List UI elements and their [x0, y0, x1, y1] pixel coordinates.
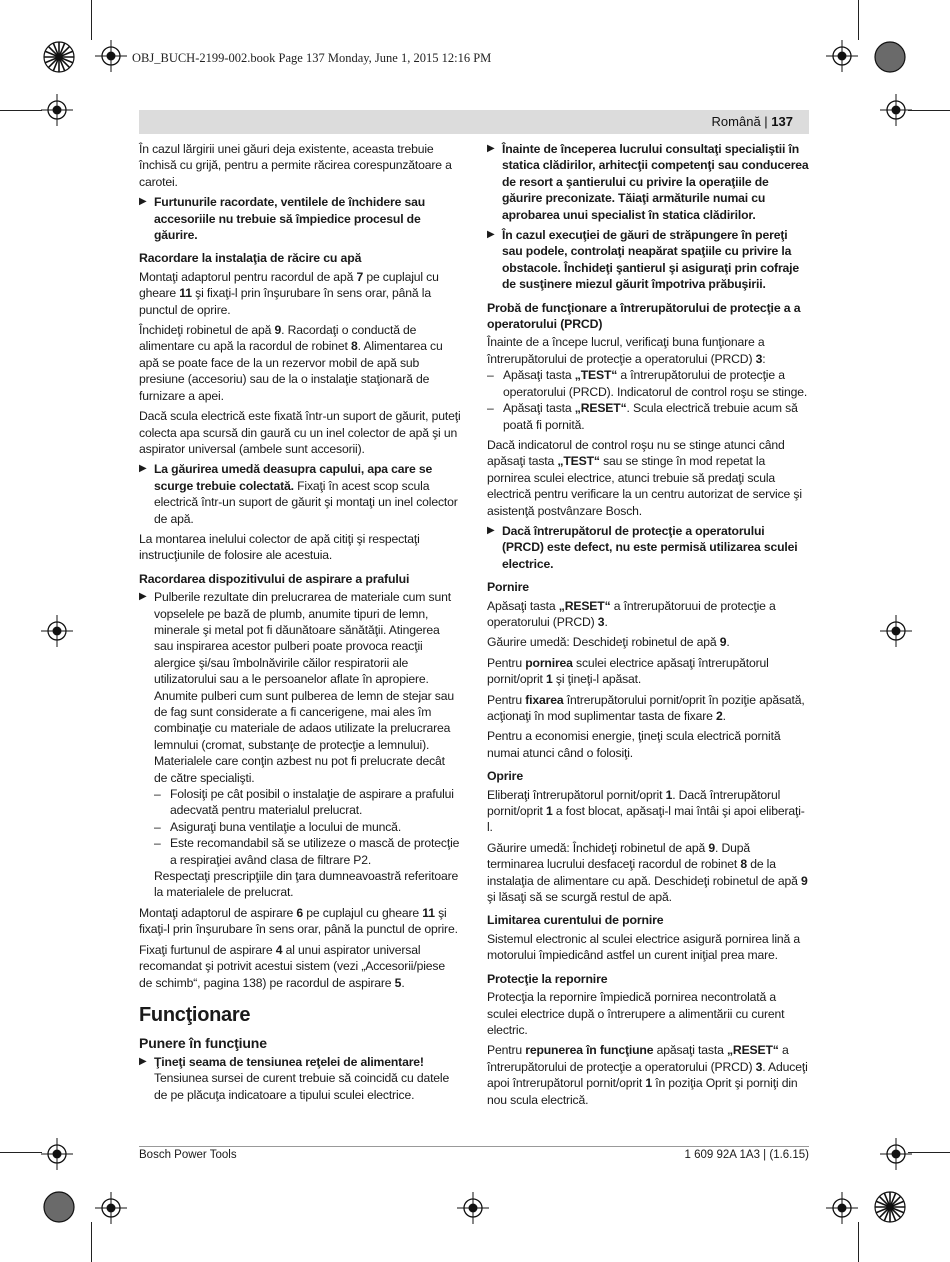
ref-number: 8 [351, 339, 358, 354]
text-run: . [722, 709, 726, 723]
text-run: . Alimentarea cu apă se poate face de la un rezervor mobil de apă sub presiune (accesoriu) sau de la o instalaţie staţionară de furnizare a apei. [139, 339, 443, 403]
paragraph: Protecţia la repornire împiedică pornirea necontrolată a sculei electrice după o întrerupere a alimentării cu curent electric. [487, 990, 785, 1037]
text-run: Eliberaţi întrerupătorul pornit/oprit [487, 787, 666, 802]
print-slug-line: OBJ_BUCH-2199-002.book Page 137 Monday, June 1, 2015 12:16 PM [132, 51, 492, 65]
key-label: „RESET“ [558, 598, 611, 613]
paragraph [487, 840, 809, 906]
text-run: întrerupătorului pornit/oprit în poziţie apăsată, acţionaţi în mod suplimentar tasta de fixare [487, 692, 805, 723]
text-run: Găurire umedă: Deschideţi robinetul de apă [487, 635, 720, 650]
section-heading: Pornire [487, 580, 530, 595]
registration-mark-icon [95, 40, 127, 72]
text-run: Pentru [487, 655, 526, 670]
paragraph: În cazul lărgirii unei găuri deja existente, aceasta trebuie închisă cu grijă, pentru a permite răcirea corespunzătoare a carotei. [139, 142, 452, 189]
bold-term: pornirea [525, 655, 573, 670]
footer-rule [139, 1146, 809, 1147]
registration-mark-icon [41, 615, 73, 647]
registration-mark-icon [41, 94, 73, 126]
right-column [487, 141, 809, 1112]
text-run: şi ţineţi-l apăsat. [552, 672, 642, 687]
ref-number: 9 [274, 323, 282, 338]
subsection-heading: Punere în funcţiune [139, 1035, 267, 1052]
dash-item [154, 835, 461, 868]
ref-number: 9 [708, 840, 715, 855]
ref-number: 6 [296, 905, 304, 920]
section-heading: Protecţie la repornire [487, 971, 608, 986]
dash-item [487, 400, 809, 433]
footer-doc-number: 1 609 92A 1A3 | (1.6.15) [684, 1149, 809, 1161]
text-run: apăsaţi tasta [653, 1043, 727, 1058]
paragraph [487, 437, 809, 519]
page-header [712, 114, 793, 129]
key-label: „TEST“ [557, 454, 600, 469]
dash-text: Asiguraţi buna ventilaţie a locului de muncă. [170, 819, 402, 834]
warning-bullet [139, 194, 461, 243]
text-run: Apăsaţi tasta [487, 598, 559, 613]
text-run: . [604, 614, 608, 629]
ref-number: 9 [801, 873, 808, 888]
text-run: Închideţi robinetul de apă [139, 323, 275, 338]
warning-bullet [487, 227, 809, 293]
registration-mark-icon [41, 1138, 73, 1170]
text-run: şi fixaţi-l prin înşurubare în sens orar, până la punctul de oprire. [139, 905, 458, 937]
text-run: . După terminarea lucrului desfaceţi racordul de robinet [487, 840, 750, 872]
paragraph [139, 942, 461, 991]
ref-number: 3 [755, 351, 763, 366]
text-run: . Racordaţi o conductă de alimentare cu apă la racordul de robinet [139, 323, 417, 354]
text-run: Pentru [487, 692, 526, 707]
dash-marker: – [154, 836, 161, 851]
ref-number: 3 [755, 1059, 763, 1074]
paragraph [487, 692, 809, 725]
triangle-bullet-icon: ▶ [487, 524, 495, 536]
triangle-bullet-icon: ▶ [487, 229, 495, 241]
text-run: Montaţi adaptorul pentru racordul de apă [139, 269, 357, 284]
ref-number: 3 [597, 614, 605, 629]
registration-mark-icon [826, 40, 858, 72]
ref-number: 11 [422, 905, 435, 920]
ref-number: 1 [645, 1076, 652, 1091]
text-run: . Dacă întrerupătorul pornit/oprit [487, 787, 781, 819]
text-run: Găurire umedă: Închideţi robinetul de apă [487, 840, 709, 855]
section-heading: Racordare la instalaţia de răcire cu apă [139, 251, 362, 266]
paragraph: Respectaţi prescripţiile din ţara dumneavoastră referitoare la materialele de prelucrat. [154, 869, 459, 900]
color-star-target-icon [873, 40, 907, 74]
triangle-bullet-icon: ▶ [487, 143, 495, 154]
ref-number: 1 [546, 804, 553, 819]
registration-mark-icon [880, 615, 912, 647]
text-run: Pentru [487, 1043, 526, 1058]
paragraph [487, 334, 809, 367]
bullet-bold-text: La găurirea umedă deasupra capului, apa care se scurge trebuie colectată. [154, 462, 433, 493]
triangle-bullet-icon: ▶ [139, 591, 147, 603]
text-run: a întrerupătorului de protecţie a operatorului (PRCD) [487, 1043, 789, 1074]
dash-marker: – [487, 368, 494, 383]
paragraph [487, 1042, 809, 1108]
bullet-text: Înainte de începerea lucrului consultaţi specialiştii în statica clădirilor, arhitecţii competenţi sau conducerea de resort a şantierului cu privire la operaţiile de găurire preconizate. Tăiaţi armăturile numai cu aprobarea unui specialist în statica clădirilor. [502, 142, 809, 222]
text-run: Apăsaţi tasta [503, 368, 575, 383]
registration-mark-icon [457, 1192, 489, 1224]
dash-marker: – [154, 787, 161, 802]
ref-number: 11 [179, 286, 192, 301]
bullet-text: Fixaţi în acest scop scula electrică într-un suport de găurit şi montaţi un inel colector de apă. [154, 478, 458, 526]
crop-mark [0, 110, 42, 111]
registration-mark-icon [95, 1192, 127, 1224]
bullet-text: În cazul execuţiei de găuri de străpungere în pereţi sau podele, controlaţi neapărat spaţiile cu privire la obstacole. Închideţi şantierul şi asiguraţi prin cofraje de susţinere miezul găurit împotriva prăbuşirii. [502, 228, 800, 292]
dash-text: Folosiţi pe cât posibil o instalaţie de aspirare a prafului adecvată pentru materialul prelucrat. [170, 787, 454, 818]
crop-mark [908, 110, 950, 111]
page-header-bar [139, 110, 809, 134]
dash-item [154, 786, 461, 819]
triangle-bullet-icon: ▶ [139, 463, 147, 475]
text-run: de la instalaţia de alimentare cu apă. Deschideţi robinetul de apă [487, 857, 802, 888]
bullet-text: Tensiunea sursei de curent trebuie să coincidă cu datele de pe plăcuţa indicatoare a tipului sculei electrice. [154, 1071, 450, 1102]
dash-item [487, 367, 809, 400]
key-label: „RESET“ [726, 1043, 779, 1058]
footer-brand: Bosch Power Tools [139, 1149, 237, 1161]
text-run: : [762, 351, 766, 366]
paragraph [487, 634, 809, 650]
text-run: sau se stinge în mod repetat la pornirea sculei electrice, atunci trebuie să predaţi scula electrică pentru verificare la un centru autorizat de service şi asistenţă postvânzare Bosch. [487, 454, 802, 518]
registration-mark-icon [880, 1138, 912, 1170]
warning-bullet [139, 461, 461, 527]
ref-number: 8 [740, 857, 747, 872]
text-run: . [726, 635, 730, 650]
text-run: a fost blocat, apăsaţi-l mai întâi şi apoi eliberaţi-l. [487, 804, 805, 835]
text-run: în poziţia Oprit şi porniţi din nou scula electrică. [487, 1076, 798, 1107]
ref-number: 1 [665, 787, 673, 802]
ref-number: 5 [394, 975, 402, 990]
key-label: „RESET“ [574, 401, 627, 416]
text-run: . Scula electrică trebuie acum să poată fi pornită. [503, 401, 798, 432]
text-run: şi lăsaţi să se scurgă restul de apă. [487, 890, 672, 905]
crop-mark [908, 1152, 950, 1153]
warning-bullet [139, 1054, 461, 1103]
color-star-target-icon [42, 40, 76, 74]
text-run: pe cuplajul cu gheare [139, 269, 439, 301]
paragraph [487, 787, 809, 836]
text-run: . Aduceţi apoi întrerupătorul pornit/oprit [487, 1059, 808, 1091]
color-star-target-icon [873, 1190, 907, 1224]
text-run: al unui aspirator universal recomandat şi potrivit acestui sistem (vezi „Accesorii/piese de schimb“, pagina 138) pe racordul de aspirare [139, 942, 445, 990]
dash-marker: – [487, 401, 494, 416]
ref-number: 4 [275, 942, 283, 957]
text-run: Montaţi adaptorul de aspirare [139, 905, 297, 920]
section-heading: Racordarea dispozitivului de aspirare a prafului [139, 571, 410, 586]
warning-bullet [487, 141, 809, 223]
text-run: a întrerupătorului de protecţie a operatorului (PRCD). Indicatorul de control roşu se stinge. [503, 368, 808, 399]
chapter-heading: Funcţionare [139, 1003, 251, 1026]
paragraph [487, 655, 809, 688]
key-label: „TEST“ [574, 368, 618, 383]
crop-mark [858, 0, 859, 40]
triangle-bullet-icon: ▶ [139, 1055, 147, 1067]
warning-bullet [487, 523, 809, 572]
bullet-text: Furtunurile racordate, ventilele de închidere sau accesoriile nu trebuie să împiedice procesul de găurire. [154, 195, 426, 243]
bullet-continuation [154, 688, 461, 901]
ref-number: 1 [546, 672, 553, 687]
registration-mark-icon [826, 1192, 858, 1224]
section-heading: Oprire [487, 769, 524, 784]
bold-term: repunerea în funcţiune [525, 1043, 654, 1058]
bullet-text: Dacă întrerupătorul de protecţie a operatorului (PRCD) este defect, nu este permisă utilizarea sculei electrice. [502, 523, 798, 571]
paragraph [139, 322, 461, 404]
crop-mark [91, 0, 92, 40]
color-star-target-icon [42, 1190, 76, 1224]
dash-marker: – [154, 819, 161, 834]
paragraph: Pentru a economisi energie, ţineţi scula electrică pornită numai atunci când o folosiţi. [487, 729, 781, 760]
text-run: Înainte de a începe lucrul, verificaţi buna funţionare a întrerupătorului de protecţie a operatorului (PRCD) [487, 335, 765, 366]
text-run: şi fixaţi-l prin înşurubare în sens orar, până la punctul de oprire. [139, 286, 431, 317]
paragraph: Dacă scula electrică este fixată într-un suport de găurit, puteţi colecta apa scursă din gaură cu un inel colector de apă şi un aspirator universal (ambele sunt accesorii). [139, 409, 461, 456]
section-heading: Limitarea curentului de pornire [487, 913, 664, 928]
text-run: . [401, 975, 405, 990]
crop-mark [858, 1222, 859, 1262]
crop-mark [91, 1222, 92, 1262]
bullet-text: Pulberile rezultate din prelucrarea de materiale cum sunt vopselele pe bază de plumb, anumite tipuri de lemn, minerale şi metal pot fi dăunătoare sănătăţii. Atingerea sau inspirarea acestor pulberi poate provoca reacţii alergice şi/sau îmbolnăvirile căilor respiratorii ale utilizatorului sau a le persoanelor aflate în apropiere. [154, 590, 451, 687]
header-separator: | [760, 114, 772, 129]
page-number: 137 [771, 114, 793, 129]
crop-mark [0, 1152, 42, 1153]
dash-item [154, 819, 461, 835]
text-run: pe cuplajul cu gheare [303, 905, 423, 920]
ref-number: 2 [716, 709, 723, 723]
ref-number: 9 [719, 635, 727, 650]
paragraph: Anumite pulberi cum sunt pulberea de lemn de stejar sau de fag sunt considerate a fi cancerigene, mai ales îm combinaţie cu materiale de adaos utilizate la prelucrarea lemnului (cromat, substanţe de protecţie a lemnului). Materialele care conţin azbest nu pot fi prelucrate decât de către specialişti. [154, 688, 454, 785]
left-column [139, 141, 461, 1107]
bold-term: fixarea [525, 692, 564, 707]
text-run: Dacă indicatorul de control roşu nu se stinge atunci când apăsaţi tasta [487, 437, 785, 469]
text-run: Fixaţi furtunul de aspirare [139, 942, 276, 957]
header-language: Română [711, 114, 761, 129]
warning-bullet [139, 589, 461, 687]
paragraph: La montarea inelului colector de apă citiţi şi respectaţi instrucţiunile de folosire ale acestuia. [139, 531, 420, 563]
paragraph [139, 905, 461, 938]
triangle-bullet-icon: ▶ [139, 196, 147, 208]
text-run: sculei electrice apăsaţi întrerupătorul pornit/oprit [487, 655, 769, 687]
text-run: a întrerupătoruui de protecţie a operatorului (PRCD) [487, 598, 776, 629]
paragraph [139, 269, 461, 318]
dash-text: Este recomandabil să se utilizeze o mască de protecţie a respiraţiei având clasa de filtrare P2. [170, 836, 460, 867]
bullet-bold-text: Ţineţi seama de tensiunea reţelei de alimentare! [154, 1054, 424, 1069]
ref-number: 7 [356, 269, 364, 284]
paragraph: Sistemul electronic al sculei electrice asigură pornirea lină a motorului împiedicând astfel un curent iniţial prea mare. [487, 931, 800, 963]
section-heading: Probă de funcţionare a întrerupătorului de protecţie a a operatorului (PRCD) [487, 300, 801, 332]
paragraph [487, 598, 809, 631]
text-run: Apăsaţi tasta [503, 401, 575, 416]
